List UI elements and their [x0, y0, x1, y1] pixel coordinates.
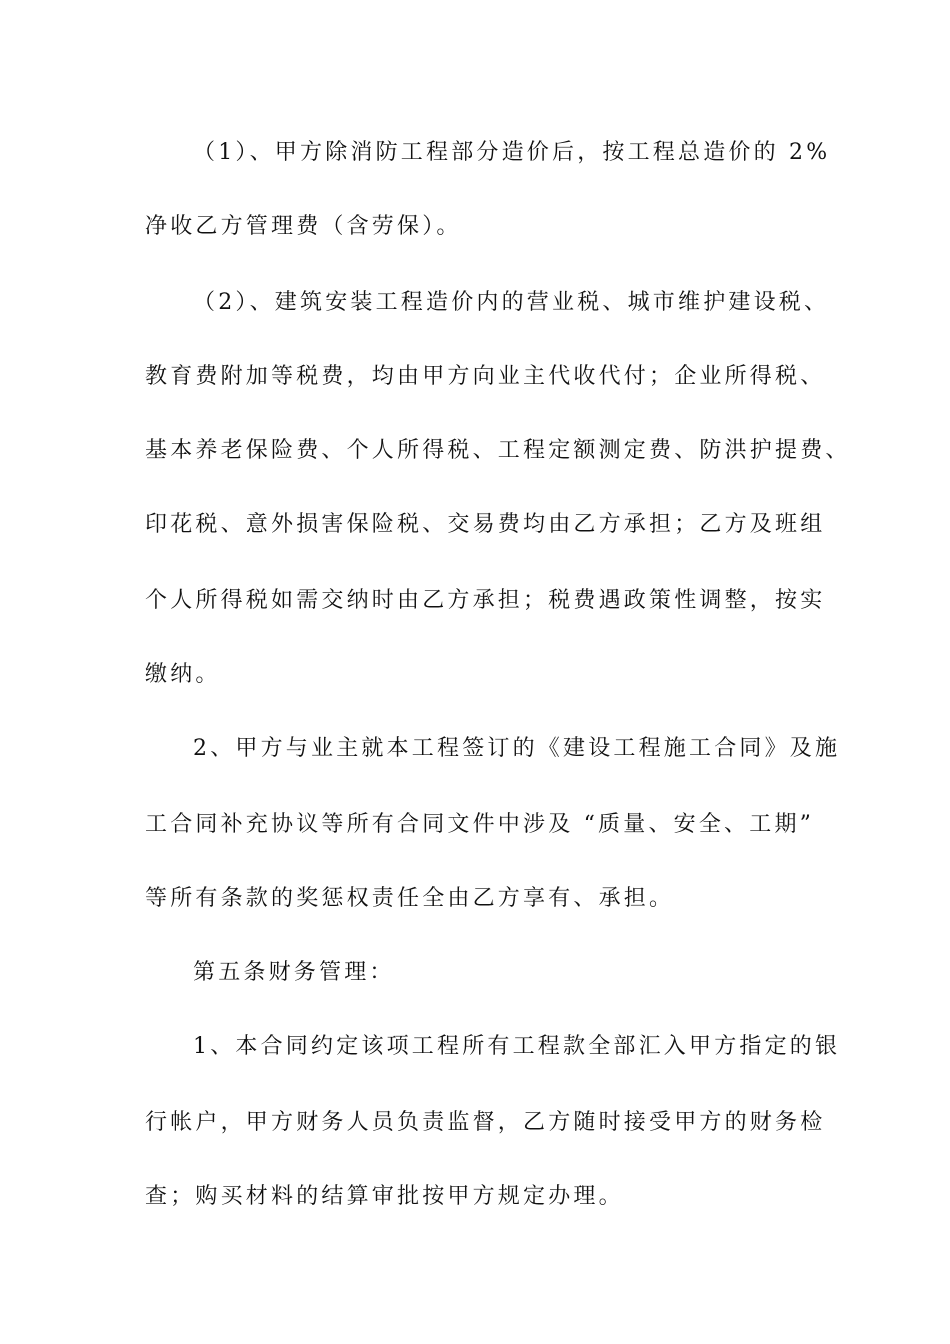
text-line: 行帐户，甲方财务人员负责监督，乙方随时接受甲方的财务检	[145, 1110, 826, 1135]
section-heading: 第五条财务管理：	[193, 960, 395, 985]
text-line: 教育费附加等税费，均由甲方向业主代收代付；企业所得税、	[145, 364, 826, 389]
text-line: 查；购买材料的结算审批按甲方规定办理。	[145, 1184, 624, 1209]
text-line: 等所有条款的奖惩权责任全由乙方享有、承担。	[145, 886, 675, 911]
text-line: （2）、建筑安装工程造价内的营业税、城市维护建设税、	[193, 290, 830, 315]
text-line: 2、甲方与业主就本工程签订的《建设工程施工合同》及施	[193, 736, 841, 761]
text-line: 印花税、意外损害保险税、交易费均由乙方承担；乙方及班组	[145, 512, 826, 537]
text-line: 个人所得税如需交纳时由乙方承担；税费遇政策性调整，按实	[145, 588, 826, 613]
text-line: 基本养老保险费、个人所得税、工程定额测定费、防洪护提费、	[145, 438, 851, 463]
text-line: 缴纳。	[145, 662, 221, 687]
text-line: 净收乙方管理费（含劳保）。	[145, 214, 462, 239]
text-line: 1、本合同约定该项工程所有工程款全部汇入甲方指定的银	[193, 1034, 841, 1059]
text-line: 工合同补充协议等所有合同文件中涉及 “质量、安全、工期”	[145, 812, 815, 837]
text-line: （1）、甲方除消防工程部分造价后，按工程总造价的 2%	[193, 140, 831, 165]
